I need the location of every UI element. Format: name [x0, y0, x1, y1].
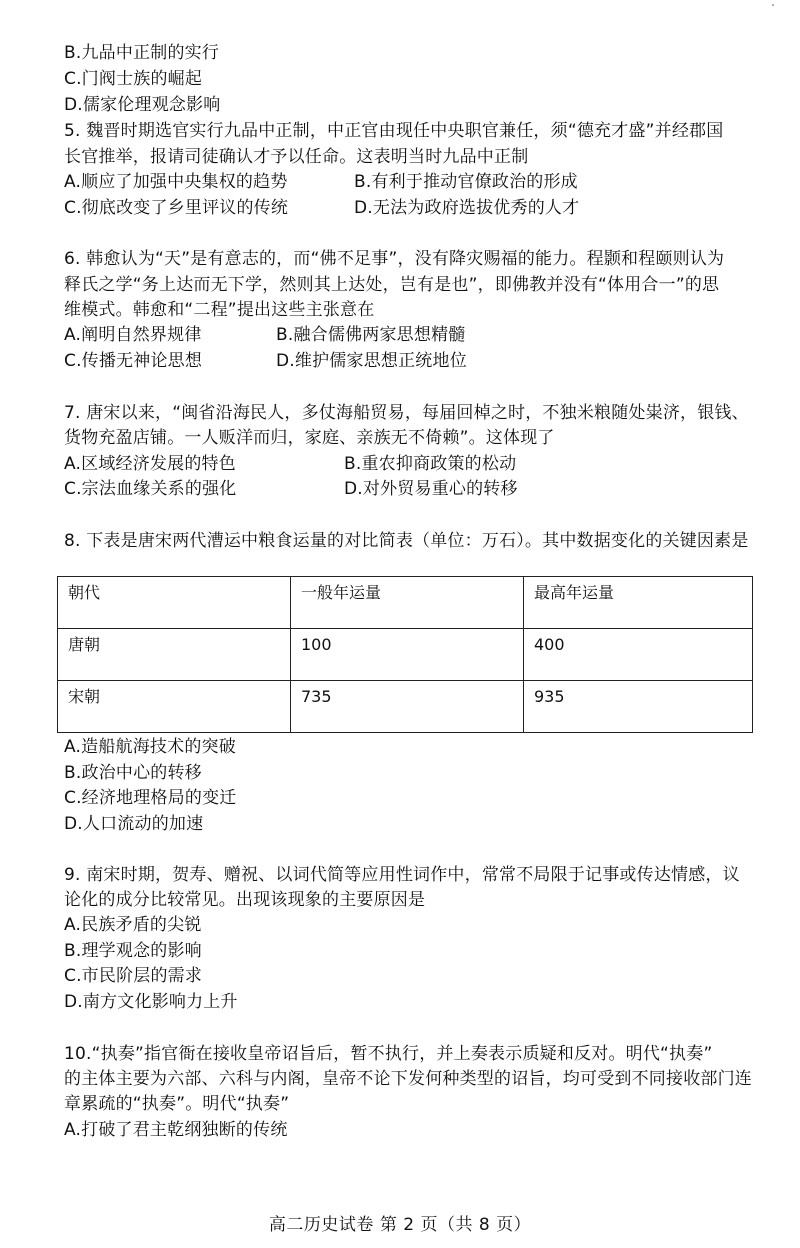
table-header-cell: 一般年运量 — [291, 577, 524, 629]
question-7-option-c: C.宗法血缘关系的强化 — [64, 479, 237, 499]
table-cell: 100 — [291, 629, 524, 681]
table-header-cell: 朝代 — [58, 577, 291, 629]
table-header-cell: 最高年运量 — [524, 577, 753, 629]
question-7-option-a: A.区域经济发展的特色 — [64, 454, 236, 474]
table-cell: 宋朝 — [58, 681, 291, 733]
question-8-option-d: D.人口流动的加速 — [64, 814, 204, 834]
question-7-option-b: B.重农抑商政策的松动 — [344, 454, 517, 474]
table-cell: 735 — [291, 681, 524, 733]
question-8-option-c: C.经济地理格局的变迁 — [64, 788, 237, 808]
table-row — [58, 681, 753, 733]
question-6-text: 6. 韩愈认为“天”是有意志的，而“佛不足事”，没有降灾赐福的能力。程颢和程颐则认为 — [64, 249, 725, 269]
question-6-text: 维模式。韩愈和“二程”提出这些主张意在 — [64, 300, 375, 320]
question-5-option-d: D.无法为政府选拔优秀的人才 — [354, 198, 580, 218]
scan-speck — [772, 4, 774, 6]
grain-transport-table — [57, 576, 753, 733]
question-10-option-a: A.打破了君主乾纲独断的传统 — [64, 1120, 288, 1140]
table-header-row — [58, 577, 753, 629]
question-6-option-c: C.传播无神论思想 — [64, 351, 203, 371]
question-6-option-d: D.维护儒家思想正统地位 — [276, 351, 467, 371]
question-5-option-b: B.有利于推动官僚政治的形成 — [354, 172, 578, 192]
question-10-text: 10.“执奏”指官衙在接收皇帝诏旨后，暂不执行，并上奏表示质疑和反对。明代“执奏” — [64, 1044, 713, 1064]
option-b: B.九品中正制的实行 — [64, 43, 220, 63]
question-9-text: 论化的成分比较常见。出现该现象的主要原因是 — [64, 890, 426, 910]
question-10-text: 的主体主要为六部、六科与内阁，皇帝不论下发何种类型的诏旨，均可受到不同接收部门连 — [64, 1069, 752, 1089]
question-5-text: 长官推举，报请司徒确认才予以任命。这表明当时九品中正制 — [64, 147, 529, 167]
question-7-text: 货物充盈店铺。一人贩洋而归，家庭、亲族无不倚赖”。这体现了 — [64, 428, 555, 448]
question-9-option-c: C.市民阶层的需求 — [64, 966, 203, 986]
question-7-text: 7. 唐宋以来，“闽省沿海民人，多仗海船贸易，每届回棹之时，不独米粮随处粜济，银钱、 — [64, 403, 749, 423]
question-6-option-b: B.融合儒佛两家思想精髓 — [276, 325, 466, 345]
question-9-text: 9. 南宋时期，贺寿、赠祝、以词代简等应用性词作中，常常不局限于记事或传达情感，议 — [64, 865, 740, 885]
question-9-option-d: D.南方文化影响力上升 — [64, 992, 238, 1012]
question-6-text: 释氏之学“务上达而无下学，然则其上达处，岂有是也”，即佛教并没有“体用合一”的思 — [64, 275, 720, 295]
table-cell: 唐朝 — [58, 629, 291, 681]
table-row — [58, 629, 753, 681]
option-c: C.门阀士族的崛起 — [64, 69, 203, 89]
question-9-option-b: B.理学观念的影响 — [64, 941, 202, 961]
question-7-option-d: D.对外贸易重心的转移 — [344, 479, 518, 499]
question-5-option-c: C.彻底改变了乡里评议的传统 — [64, 198, 289, 218]
page-footer: 高二历史试卷 第 2 页（共 8 页） — [268, 1215, 532, 1235]
question-8-text: 8. 下表是唐宋两代漕运中粮食运量的对比简表（单位：万石）。其中数据变化的关键因素是 — [64, 531, 749, 551]
question-5-text: 5. 魏晋时期选官实行九品中正制，中正官由现任中央职官兼任，须“德充才盛”并经郡国 — [64, 121, 724, 141]
question-8-option-b: B.政治中心的转移 — [64, 763, 202, 783]
question-9-option-a: A.民族矛盾的尖锐 — [64, 915, 202, 935]
table-cell: 400 — [524, 629, 753, 681]
question-8-option-a: A.造船航海技术的突破 — [64, 737, 236, 757]
question-5-option-a: A.顺应了加强中央集权的趋势 — [64, 172, 288, 192]
table-cell: 935 — [524, 681, 753, 733]
question-6-option-a: A.阐明自然界规律 — [64, 325, 202, 345]
question-10-text: 章累疏的“执奏”。明代“执奏” — [64, 1094, 290, 1114]
option-d: D.儒家伦理观念影响 — [64, 95, 221, 115]
